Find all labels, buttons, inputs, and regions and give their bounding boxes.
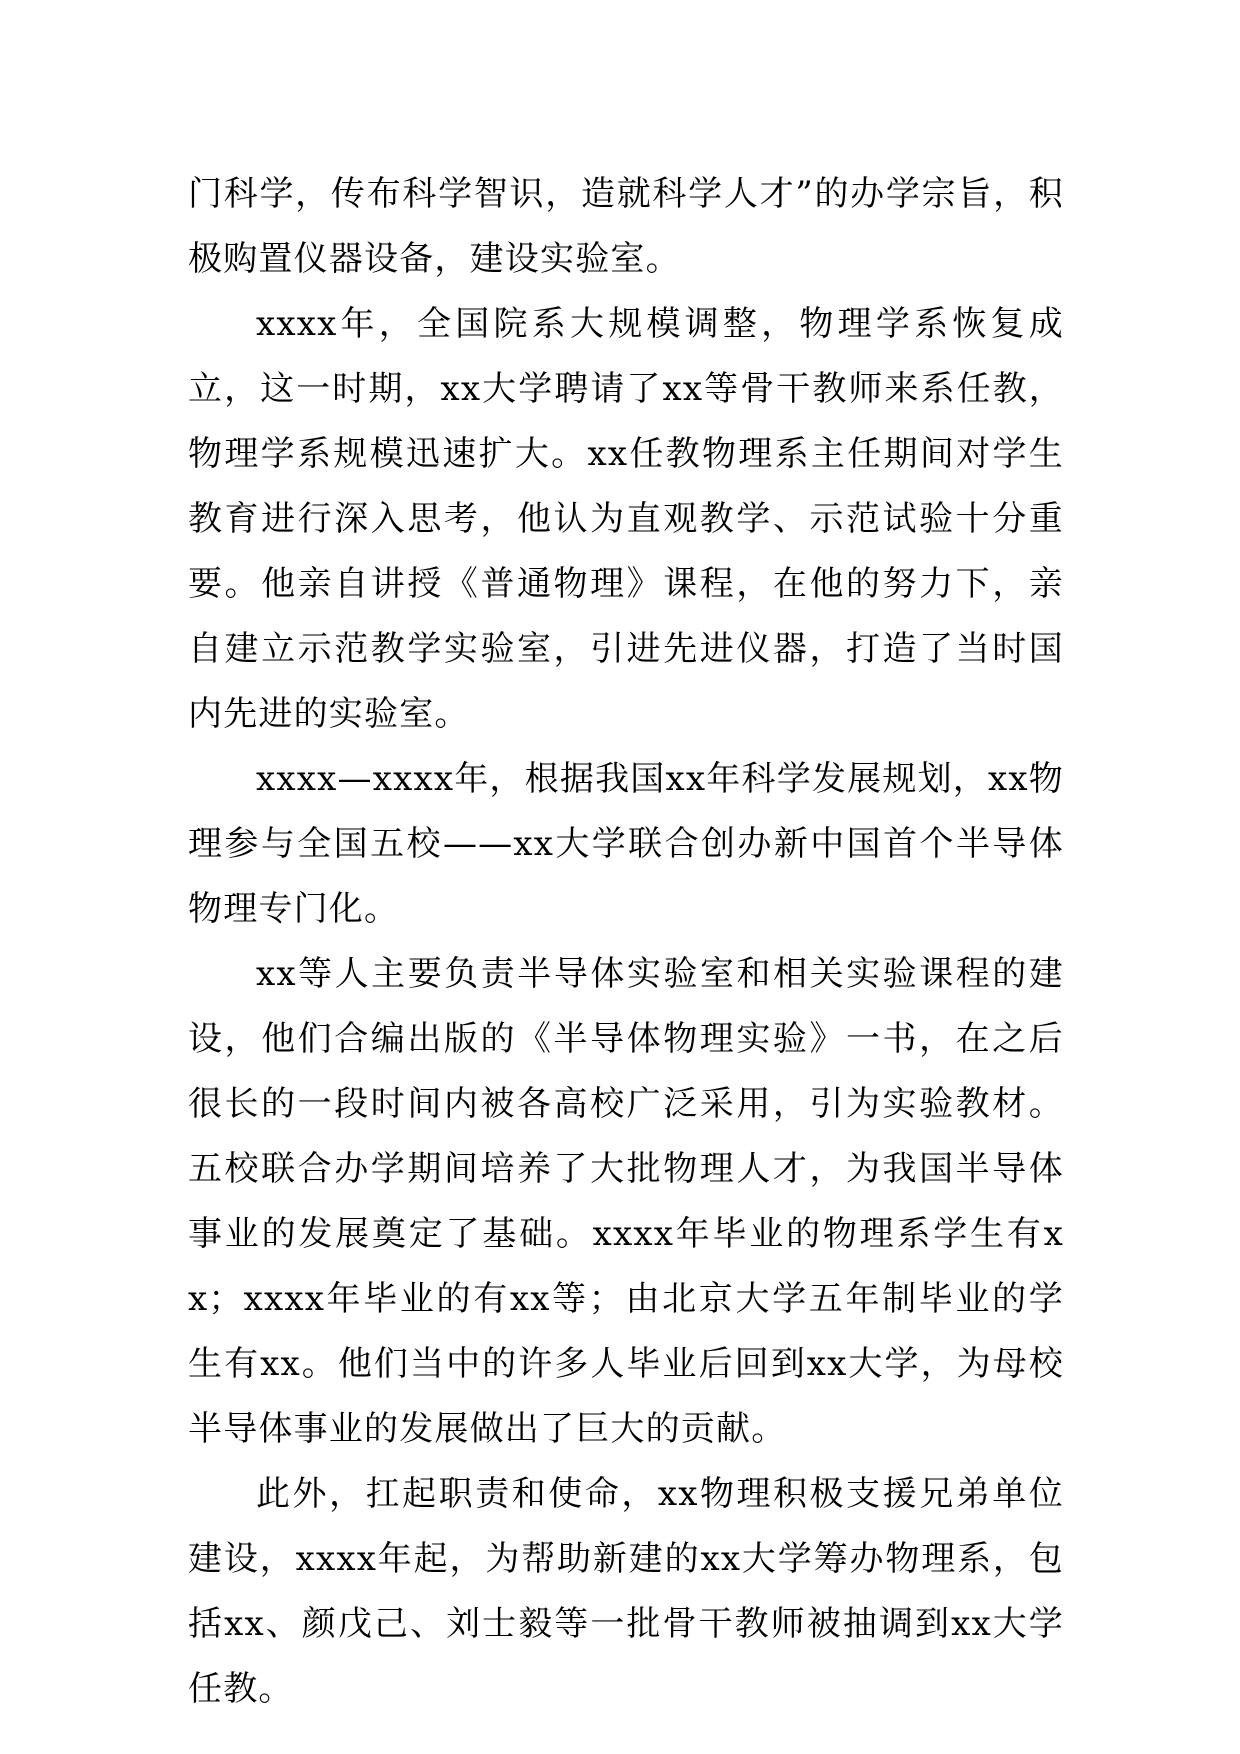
paragraph-department-reestablished: xxxx年，全国院系大规模调整，物理学系恢复成立，这一时期，xx大学聘请了xx等骨干教师来系任教，物理学系规模迅速扩大。xx任教物理系主任期间对学生教育进行深入思考，他认为直观教学、示范试验十分重要。他亲自讲授《普通物理》课程，在他的努力下，亲自建立示范教学实验室，引进先进仪器，打造了当时国内先进的实验室。 — [188, 304, 1064, 734]
paragraph-continuation: 门科学，传布科学智识，造就科学人才”的办学宗旨，积极购置仪器设备，建设实验室。 — [188, 174, 1064, 279]
paragraph-support-other-units: 此外，扛起职责和使命，xx物理积极支援兄弟单位建设，xxxx年起，为帮助新建的xx大学筹办物理系，包括xx、颜戊己、刘士毅等一批骨干教师被抽调到xx大学任教。 — [188, 1474, 1064, 1709]
paragraph-semiconductor-program: xxxx—xxxx年，根据我国xx年科学发展规划，xx物理参与全国五校——xx大学联合创办新中国首个半导体物理专门化。 — [188, 759, 1064, 929]
paragraph-semiconductor-lab: xx等人主要负责半导体实验室和相关实验课程的建设，他们合编出版的《半导体物理实验》一书，在之后很长的一段时间内被各高校广泛采用，引为实验教材。五校联合办学期间培养了大批物理人才，为我国半导体事业的发展奠定了基础。xxxx年毕业的物理系学生有xx；xxxx年毕业的有xx等；由北京大学五年制毕业的学生有xx。他们当中的许多人毕业后回到xx大学，为母校半导体事业的发展做出了巨大的贡献。 — [188, 954, 1064, 1449]
document-body — [188, 162, 1064, 1722]
